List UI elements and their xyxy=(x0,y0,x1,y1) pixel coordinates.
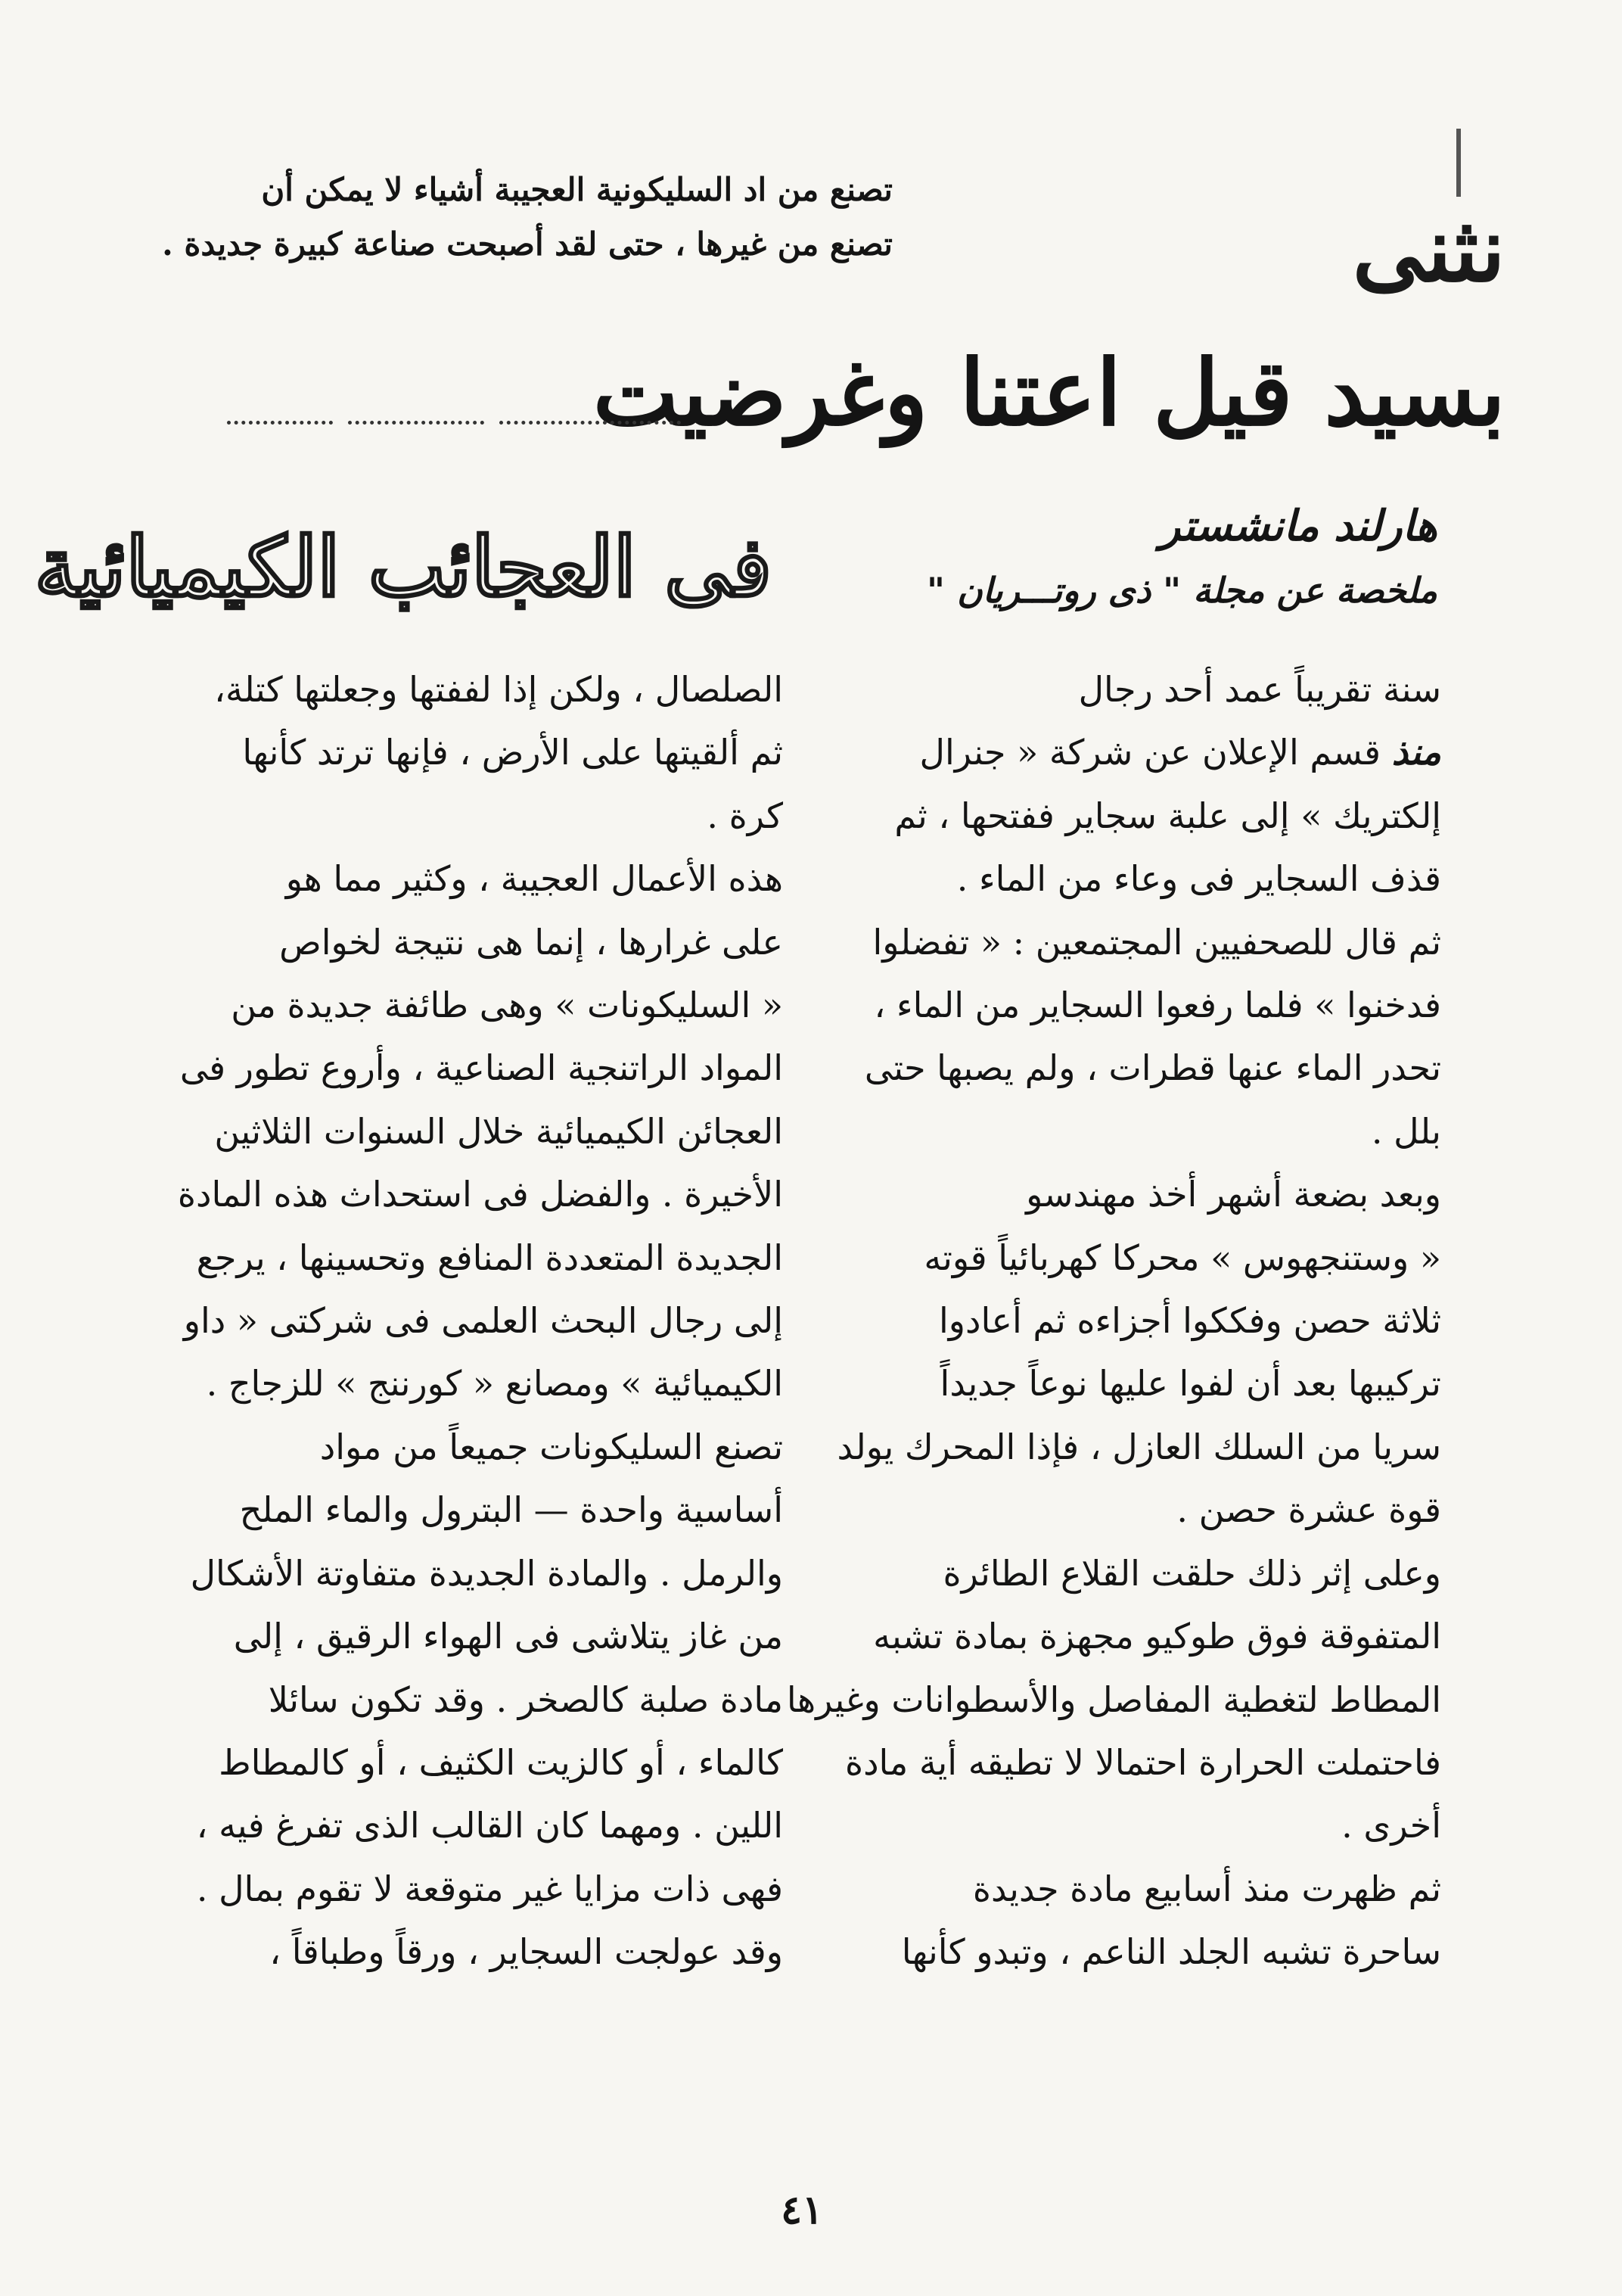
scan-mark xyxy=(1456,129,1461,197)
column-line: المتفوقة فوق طوكيو مجهزة بمادة تشبه xyxy=(873,1616,1441,1657)
column-line: ثم ألقيتها على الأرض ، فإنها ترتد كأنها xyxy=(242,732,783,773)
column-line: كرة . xyxy=(707,795,783,836)
column-line: كالماء ، أو كالزيت الكثيف ، أو كالمطاط xyxy=(219,1741,783,1783)
column-line: أساسية واحدة — البترول والماء الملح xyxy=(239,1489,783,1531)
column-line: تركيبها بعد أن لفوا عليها نوعاً جديداً xyxy=(940,1363,1441,1405)
column-line: الكيميائية » ومصانع « كورننج » للزجاج . xyxy=(206,1363,783,1405)
column-line: ساحرة تشبه الجلد الناعم ، وتبدو كأنها xyxy=(901,1931,1441,1973)
column-line: فاحتملت الحرارة احتمالا لا تطيقه أية مادة xyxy=(844,1741,1441,1783)
column-line: تحدر الماء عنها قطرات ، ولم يصبها حتى xyxy=(864,1047,1441,1089)
column-line: « وستنجهوس » محركا كهربائياً قوته xyxy=(924,1237,1441,1278)
column-line: والرمل . والمادة الجديدة متفاوتة الأشكال xyxy=(190,1552,783,1594)
column-line: « السليكونات » وهى طائفة جديدة من xyxy=(231,985,783,1026)
column-line xyxy=(836,721,1441,784)
column-line: اللين . ومهما كان القالب الذى تفرغ فيه ، xyxy=(196,1805,783,1846)
column-line: تصنع السليكونات جميعاً من مواد xyxy=(319,1426,783,1467)
author-name: هارلند مانشستر xyxy=(1160,501,1437,551)
text-column-left xyxy=(148,658,783,1984)
column-line: على غرارها ، إنما هى نتيجة لخواص xyxy=(279,921,783,963)
intro-line: تصنع من اد السليكونية العجيبة أشياء لا يمكن أن xyxy=(261,171,893,208)
column-line: مادة صلبة كالصخر . وقد تكون سائلا xyxy=(268,1678,783,1720)
column-line: إلكتريك » إلى علبة سجاير ففتحها ، ثم xyxy=(894,795,1441,836)
column-line: هذه الأعمال العجيبة ، وكثير مما هو xyxy=(285,858,783,900)
column-line: ثم قال للصحفيين المجتمعين : « تفضلوا xyxy=(872,921,1441,963)
column-line: ثلاثة حصن وفككوا أجزاءه ثم أعادوا xyxy=(939,1300,1441,1342)
column-line: وبعد بضعة أشهر أخذ مهندسو xyxy=(1026,1174,1441,1215)
column-line: قذف السجاير فى وعاء من الماء . xyxy=(956,858,1441,900)
column-line: الأخيرة . والفضل فى استحداث هذه المادة xyxy=(177,1174,783,1215)
column-line: وعلى إثر ذلك حلقت القلاع الطائرة xyxy=(943,1552,1441,1594)
column-line: وقد عولجت السجاير ، ورقاً وطباقاً ، xyxy=(269,1931,783,1973)
column-line: الجديدة المتعددة المنافع وتحسينها ، يرجع xyxy=(196,1237,783,1278)
column-line: العجائن الكيميائية خلال السنوات الثلاثين xyxy=(214,1110,783,1152)
column-line: الصلصال ، ولكن إذا لففتها وجعلتها كتلة، xyxy=(214,669,783,710)
column-line-text: قسم الإعلان عن شركة « جنرال xyxy=(919,732,1381,773)
title-rule xyxy=(227,421,333,425)
column-line: فهى ذات مزايا غير متوقعة لا تقوم بمال . xyxy=(196,1868,783,1909)
column-line: قوة عشرة حصن . xyxy=(1176,1489,1441,1531)
source-credit: ملخصة عن مجلة " ذى روتـــريان " xyxy=(927,570,1437,611)
page-number: ٤١ xyxy=(781,2187,823,2233)
column-line: أخرى . xyxy=(1341,1805,1441,1846)
column-line: ثم ظهرت منذ أسابيع مادة جديدة xyxy=(972,1868,1441,1909)
text-column-right xyxy=(764,658,1441,1984)
intro-text xyxy=(83,163,893,272)
column-line: بلل . xyxy=(1371,1110,1441,1152)
column-line: المواد الراتنجية الصناعية ، وأروع تطور فى xyxy=(179,1047,783,1089)
article-title: بسيد قيل اعتنا وغرضيت xyxy=(592,340,1505,446)
column-line: سريا من السلك العازل ، فإذا المحرك يولد xyxy=(837,1426,1441,1467)
column-line: المطاط لتغطية المفاصل والأسطوانات وغيرها ، xyxy=(764,1678,1441,1720)
title-rule xyxy=(499,421,681,425)
column-line: فدخنوا » فلما رفعوا السجاير من الماء ، xyxy=(874,985,1441,1026)
column-line: إلى رجال البحث العلمى فى شركتى « داو xyxy=(183,1300,783,1342)
column-line: من غاز يتلاشى فى الهواء الرقيق ، إلى xyxy=(233,1616,783,1657)
article-subtitle: فى العجائب الكيميائية xyxy=(34,520,772,615)
title-top: نثنى xyxy=(1352,197,1505,302)
column-line: سنة تقريباً عمد أحد رجال xyxy=(1078,669,1441,710)
title-rule xyxy=(348,421,484,425)
paragraph-marker: منذ xyxy=(1391,731,1441,774)
intro-line: تصنع من غيرها ، حتى لقد أصبحت صناعة كبيرة جديدة . xyxy=(162,226,893,263)
